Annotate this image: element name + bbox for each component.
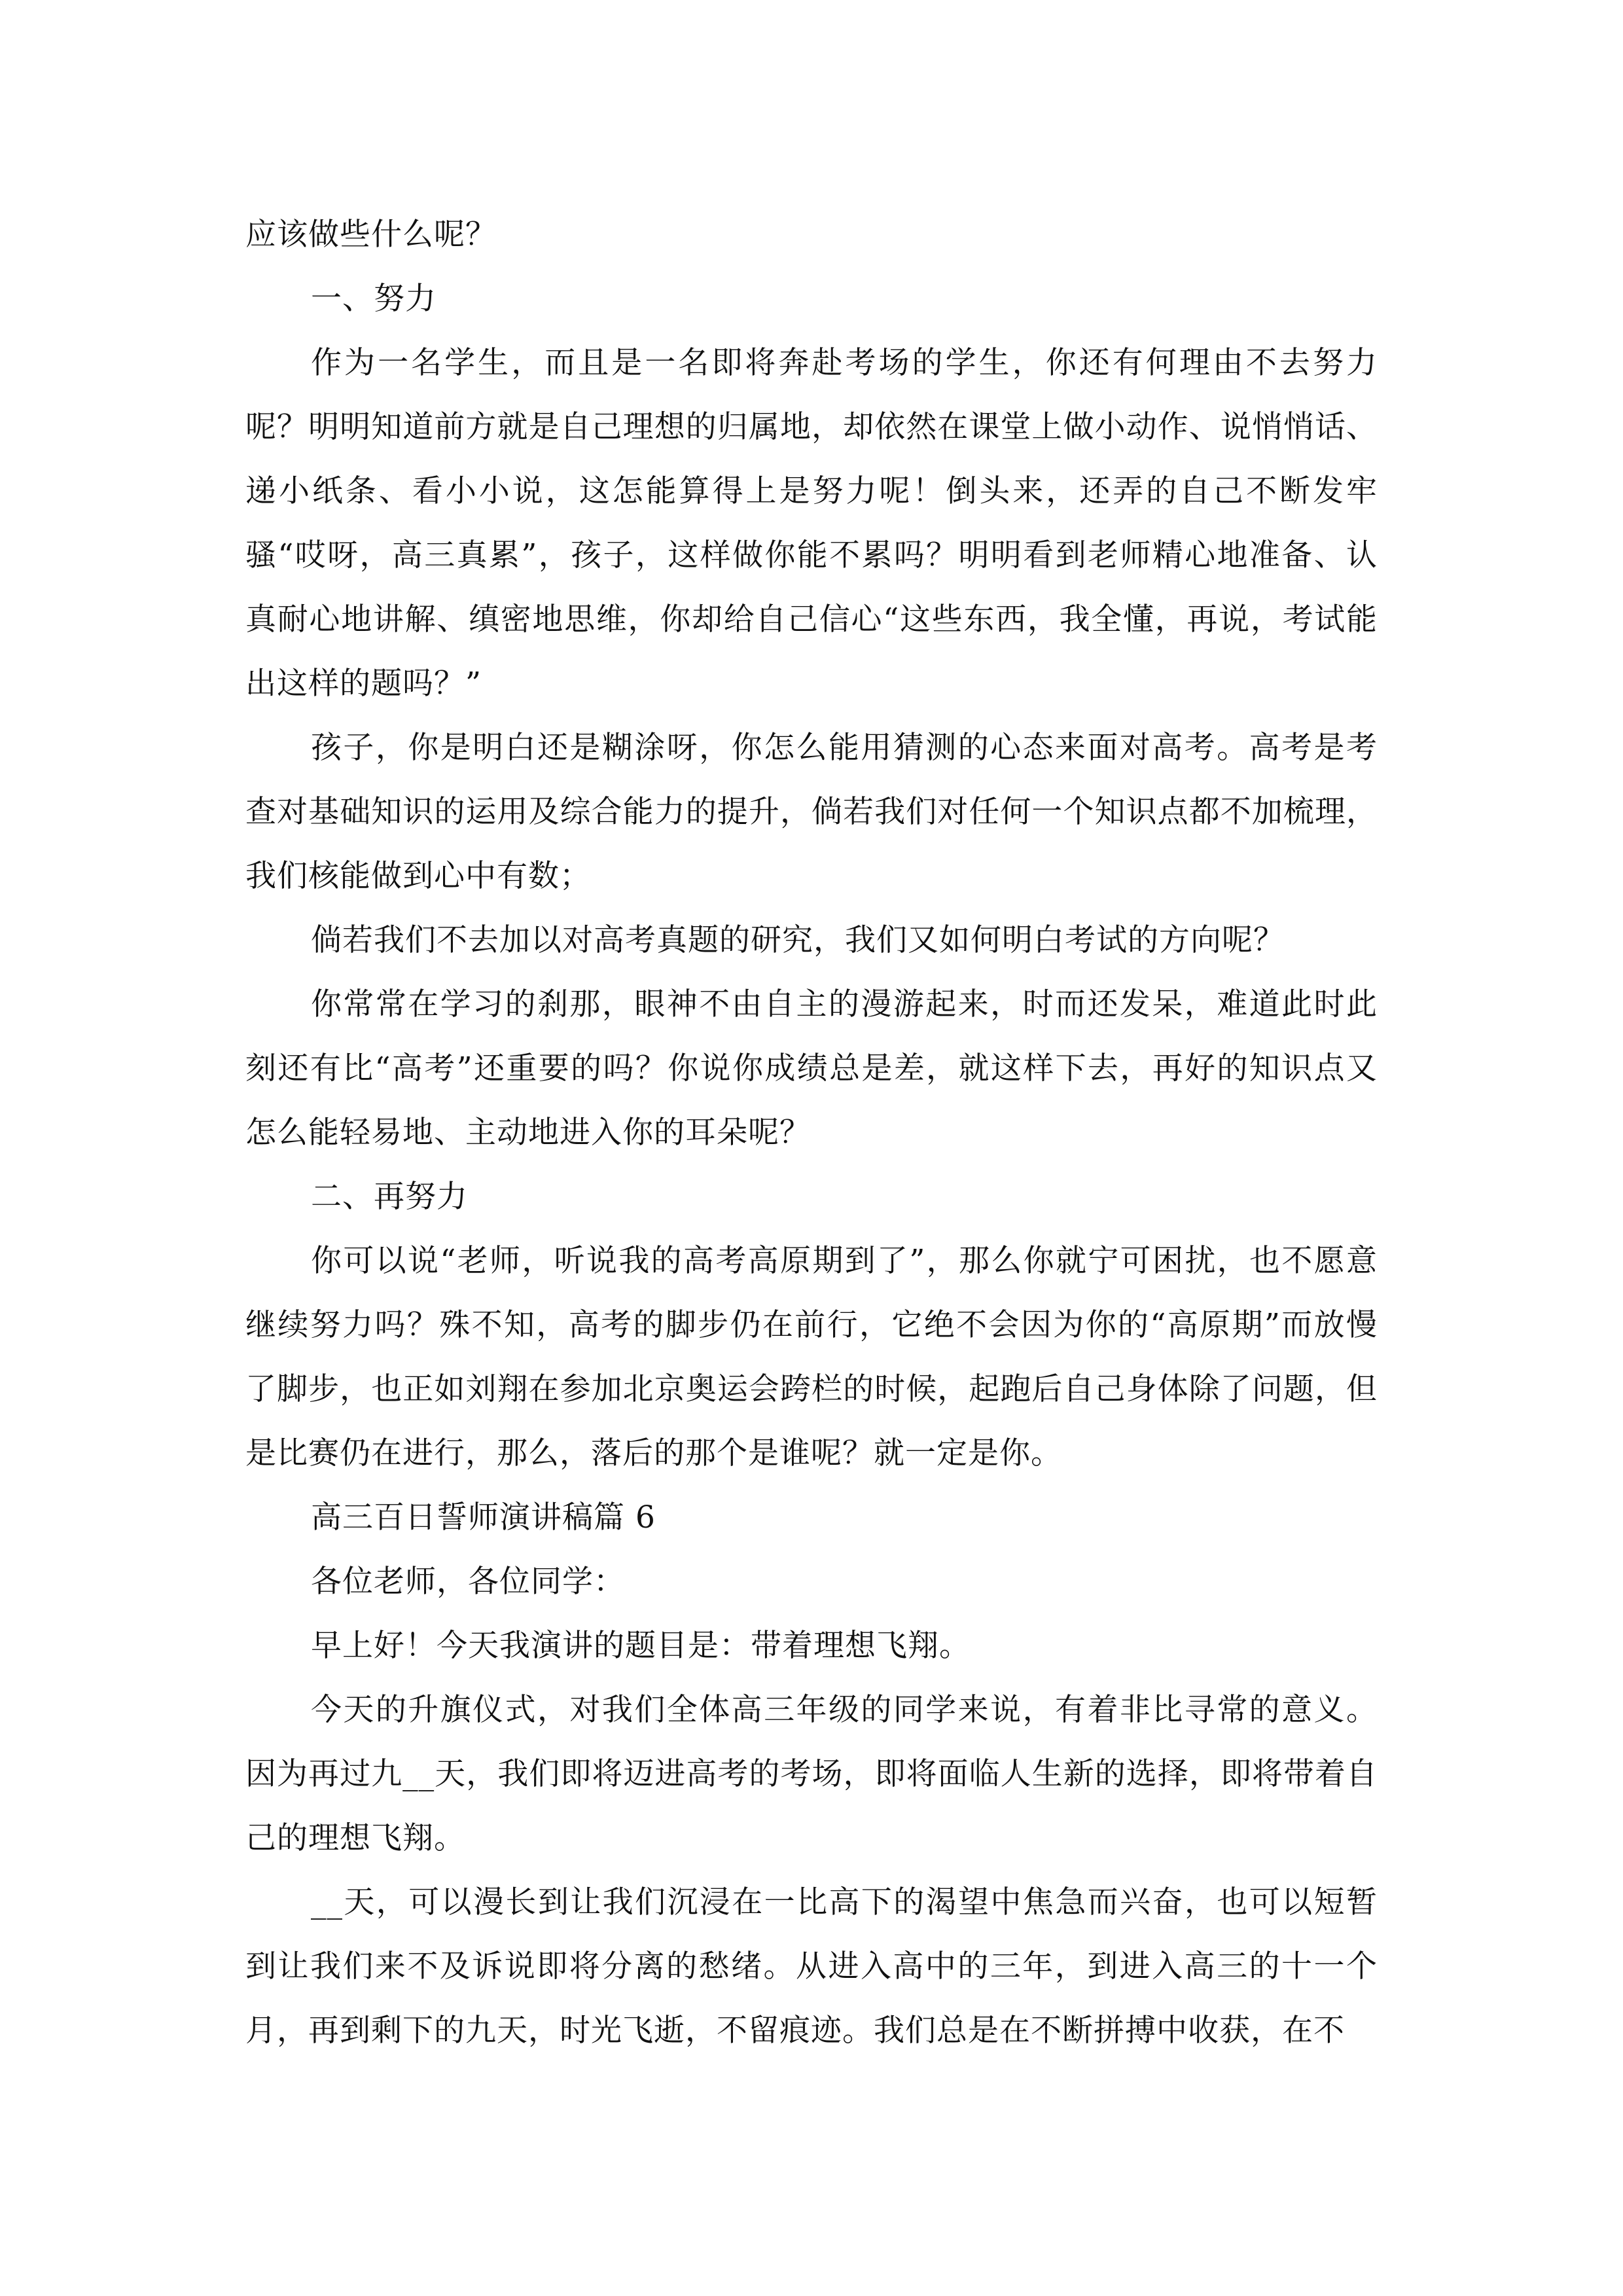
paragraph: 早上好！今天我演讲的题目是：带着理想飞翔。 (311, 1628, 971, 1664)
paragraph: 你可以说“老师，听说我的高考高原期到了”，那么你就宁可困扰，也不愿意继续努力吗？殊不知，高考的脚步仍在前行，它绝不会因为你的“高原期”而放慢了脚步，也正如刘翔在参加北京奥运会跨栏的时候，起跑后自己身体除了问题，但是比赛仍在进行，那么，落后的那个是谁呢？就一定是你。 (245, 1243, 1378, 1471)
paragraph: 应该做些什么呢？ (245, 217, 497, 253)
paragraph: 倘若我们不去加以对高考真题的研究，我们又如何明白考试的方向呢？ (311, 922, 1285, 958)
document-body (245, 203, 1378, 2063)
paragraph: 作为一名学生，而且是一名即将奔赴考场的学生，你还有何理由不去努力呢？明明知道前方就是自己理想的归属地，却依然在课堂上做小动作、说悄悄话、递小纸条、看小小说，这怎能算得上是努力呢！倒头来，还弄的自己不断发牢骚“哎呀，高三真累”，孩子，这样做你能不累吗？明明看到老师精心地准备、认真耐心地讲解、缜密地思维，你却给自己信心“这些东西，我全懂，再说，考试能出这样的题吗？” (245, 345, 1378, 702)
speech-title: 高三百日誓师演讲稿篇 6 (311, 1499, 656, 1535)
paragraph: 今天的升旗仪式，对我们全体高三年级的同学来说，有着非比寻常的意义。因为再过九__天，我们即将迈进高考的考场，即将面临人生新的选择，即将带着自己的理想飞翔。 (245, 1692, 1378, 1856)
salutation: 各位老师，各位同学： (311, 1564, 625, 1600)
section-heading-1: 一、努力 (311, 281, 437, 317)
paragraph: 你常常在学习的刹那，眼神不由自主的漫游起来，时而还发呆，难道此时此刻还有比“高考”还重要的吗？你说你成绩总是差，就这样下去，再好的知识点又怎么能轻易地、主动地进入你的耳朵呢？ (245, 986, 1378, 1151)
section-heading-2: 二、再努力 (311, 1179, 468, 1215)
paragraph: __天，可以漫长到让我们沉浸在一比高下的渴望中焦急而兴奋，也可以短暂到让我们来不及诉说即将分离的愁绪。从进入高中的三年，到进入高三的十一个月，再到剩下的九天，时光飞逝，不留痕迹。我们总是在不断拼搏中收获，在不 (245, 1884, 1378, 2049)
paragraph: 孩子，你是明白还是糊涂呀，你怎么能用猜测的心态来面对高考。高考是考查对基础知识的运用及综合能力的提升，倘若我们对任何一个知识点都不加梳理，我们核能做到心中有数； (245, 730, 1378, 894)
